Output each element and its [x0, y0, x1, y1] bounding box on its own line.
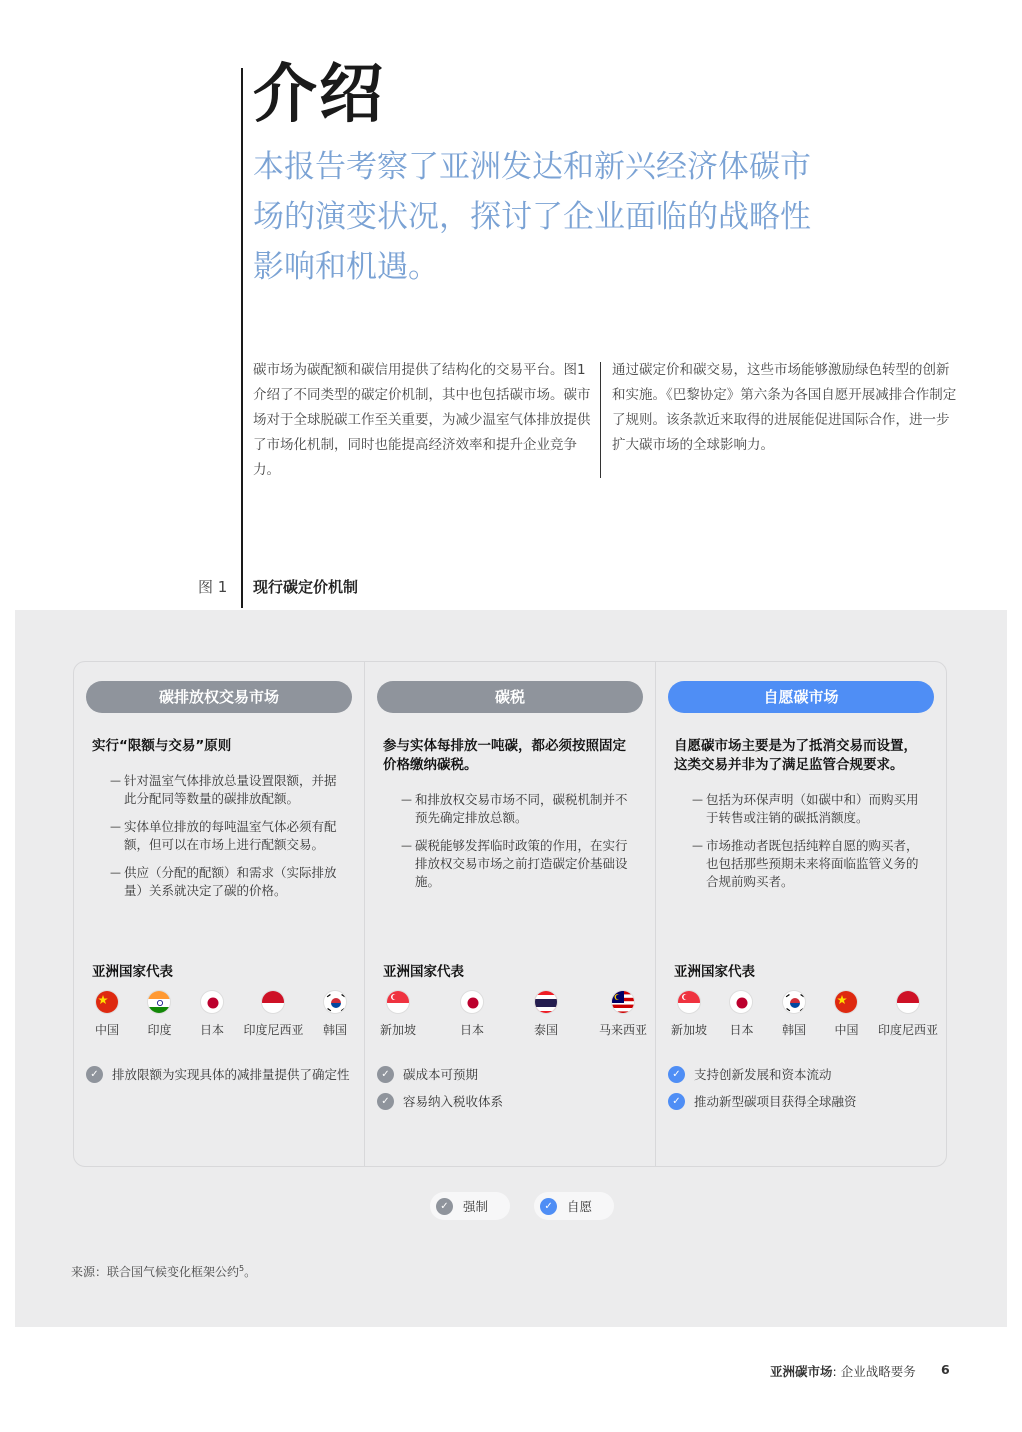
legend-mandatory [430, 1192, 510, 1220]
flag-label: 日本 [459, 1023, 484, 1037]
flag-item [825, 990, 867, 1038]
voluntary-market-pill: 自愿碳市场 [668, 681, 934, 713]
voluntary-market-flags [668, 990, 938, 1038]
japan-flag-icon [460, 990, 484, 1014]
flag-item [599, 990, 647, 1038]
singapore-flag-icon [677, 990, 701, 1014]
flag-label: 新加坡 [670, 1023, 707, 1037]
flag-item [668, 990, 710, 1038]
voluntary-market-benefits [668, 1066, 934, 1120]
benefit-item [377, 1093, 643, 1110]
flag-item [525, 990, 567, 1038]
japan-flag-icon [200, 990, 224, 1014]
ets-benefits [86, 1066, 352, 1093]
bullet-item: — 和排放权交易市场不同，碳税机制并不预先确定排放总额。 [401, 791, 633, 827]
intro-paragraph-1: 碳市场为碳配额和碳信用提供了结构化的交易平台。图1介绍了不同类型的碳定价机制，其中也包括碳市场。碳市场对于全球脱碳工作至关重要，为减少温室气体排放提供了市场化机制，同时也能提高经济效率和提升企业竞争力。 [253, 362, 591, 478]
korea-flag-icon [782, 990, 806, 1014]
check-circle-icon: ✓ [540, 1198, 557, 1215]
carbon-tax-heading: 参与实体每排放一吨碳，都必须按照固定价格缴纳碳税。 [383, 738, 626, 773]
bullet-item: — 供应（分配的配额）和需求（实际排放量）关系就决定了碳的价格。 [110, 864, 342, 900]
legend-label: 强制 [463, 1199, 489, 1214]
legend [430, 1192, 614, 1220]
china-flag-icon [95, 990, 119, 1014]
benefit-item [86, 1066, 352, 1083]
flag-item [878, 990, 938, 1038]
carbon-tax-rep-title: 亚洲国家代表 [383, 964, 464, 980]
ets-pill: 碳排放权交易市场 [86, 681, 352, 713]
page-footer [770, 1362, 916, 1380]
benefit-text: 容易纳入税收体系 [403, 1094, 504, 1109]
flag-item [138, 990, 180, 1038]
column-ets [74, 662, 365, 1166]
ets-rep-title: 亚洲国家代表 [92, 964, 173, 980]
check-circle-icon: ✓ [436, 1198, 453, 1215]
malaysia-flag-icon [611, 990, 635, 1014]
page-title: 介绍 [253, 58, 385, 132]
flag-label: 印度尼西亚 [877, 1023, 938, 1037]
flag-label: 韩国 [781, 1023, 806, 1037]
benefit-text: 碳成本可预期 [403, 1067, 479, 1082]
footer-title: 亚洲碳市场 [770, 1364, 833, 1379]
singapore-flag-icon [386, 990, 410, 1014]
carbon-tax-bullets [377, 791, 643, 891]
voluntary-market-heading: 自愿碳市场主要是为了抵消交易而设置，这类交易并非为了满足监管合规要求。 [674, 738, 917, 773]
benefit-text: 支持创新发展和资本流动 [694, 1067, 832, 1082]
page-subtitle: 本报告考察了亚洲发达和新兴经济体碳市场的演变状况，探讨了企业面临的战略性影响和机遇。 [253, 149, 811, 285]
check-circle-icon: ✓ [86, 1066, 103, 1083]
check-circle-icon: ✓ [668, 1093, 685, 1110]
flag-label: 泰国 [533, 1023, 558, 1037]
flag-label: 印度 [147, 1023, 172, 1037]
check-circle-icon: ✓ [668, 1066, 685, 1083]
check-circle-icon: ✓ [377, 1066, 394, 1083]
flag-item [451, 990, 493, 1038]
benefit-text: 推动新型碳项目获得全球融资 [694, 1094, 857, 1109]
flag-label: 印度尼西亚 [243, 1023, 304, 1037]
carbon-tax-pill: 碳税 [377, 681, 643, 713]
footer-subtitle: : 企业战略要务 [832, 1364, 916, 1379]
source-footnote-ref: 5 [239, 1264, 245, 1273]
flag-item [191, 990, 233, 1038]
flag-item [377, 990, 419, 1038]
flag-label: 韩国 [322, 1023, 347, 1037]
pricing-mechanism-cards [73, 661, 947, 1167]
benefit-item [377, 1066, 643, 1083]
bullet-item: — 碳税能够发挥临时政策的作用，在实行排放权交易市场之前打造碳定价基础设施。 [401, 837, 633, 891]
flag-item [243, 990, 303, 1038]
legend-voluntary [534, 1192, 614, 1220]
intro-paragraph-2: 通过碳定价和碳交易，这些市场能够激励绿色转型的创新和实施。《巴黎协定》第六条为各国自愿开展减排合作制定了规则。该条款近来取得的进展能促进国际合作，进一步扩大碳市场的全球影响力。 [612, 362, 957, 453]
korea-flag-icon [323, 990, 347, 1014]
page-number: 6 [941, 1362, 950, 1377]
flag-label: 马来西亚 [598, 1023, 647, 1037]
thailand-flag-icon [534, 990, 558, 1014]
figure-label: 图 1 [198, 578, 228, 596]
ets-bullets [86, 772, 352, 900]
benefit-text: 排放限额为实现具体的减排量提供了确定性 [112, 1067, 350, 1082]
source-end: 。 [244, 1265, 257, 1279]
india-flag-icon [147, 990, 171, 1014]
bullet-item: — 实体单位排放的每吨温室气体必须有配额，但可以在市场上进行配额交易。 [110, 818, 342, 854]
source-note [71, 1263, 256, 1280]
figure-title: 现行碳定价机制 [253, 578, 359, 596]
flag-item [86, 990, 128, 1038]
column-divider [600, 362, 601, 478]
bullet-item: — 针对温室气体排放总量设置限额，并据此分配同等数量的碳排放配额。 [110, 772, 342, 808]
check-circle-icon: ✓ [377, 1093, 394, 1110]
bullet-item: — 市场推动者既包括纯粹自愿的购买者，也包括那些预期未来将面临监管义务的合规前购买者。 [692, 837, 924, 891]
carbon-tax-flags [377, 990, 647, 1038]
carbon-tax-benefits [377, 1066, 643, 1120]
flag-label: 日本 [199, 1023, 224, 1037]
flag-item [314, 990, 356, 1038]
voluntary-market-bullets [668, 791, 934, 891]
ets-flags [86, 990, 356, 1038]
japan-flag-icon [729, 990, 753, 1014]
column-carbon-tax [365, 662, 656, 1166]
flag-item [720, 990, 762, 1038]
indonesia-flag-icon [896, 990, 920, 1014]
ets-heading: 实行“限额与交易”原则 [92, 738, 232, 754]
flag-label: 中国 [834, 1023, 859, 1037]
vertical-rule [241, 68, 243, 608]
china-flag-icon [834, 990, 858, 1014]
indonesia-flag-icon [261, 990, 285, 1014]
flag-label: 日本 [729, 1023, 754, 1037]
voluntary-market-rep-title: 亚洲国家代表 [674, 964, 755, 980]
benefit-item [668, 1093, 934, 1110]
source-text: 来源：联合国气候变化框架公约 [71, 1265, 240, 1279]
flag-item [773, 990, 815, 1038]
legend-label: 自愿 [567, 1199, 593, 1214]
column-voluntary-market [656, 662, 946, 1166]
benefit-item [668, 1066, 934, 1083]
bullet-item: — 包括为环保声明（如碳中和）而购买用于转售或注销的碳抵消额度。 [692, 791, 924, 827]
flag-label: 中国 [94, 1023, 119, 1037]
flag-label: 新加坡 [379, 1023, 416, 1037]
